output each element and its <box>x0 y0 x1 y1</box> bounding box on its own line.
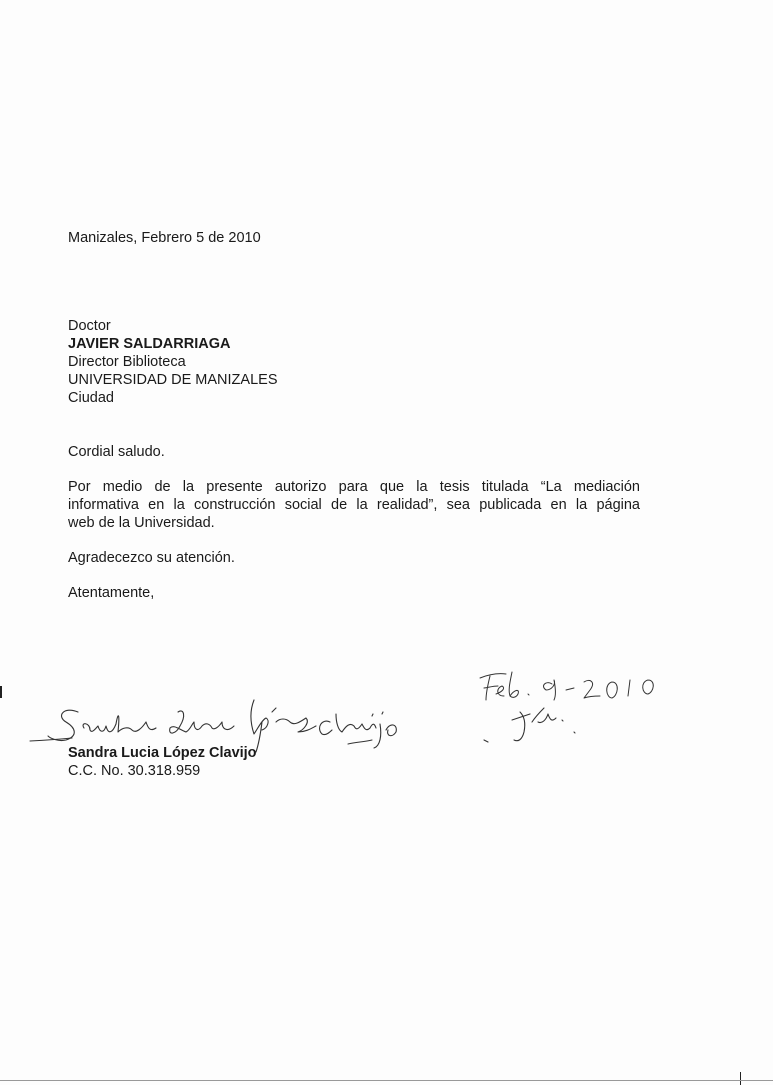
body-line: Por medio de la presente autorizo para que la tesis titulada “La mediación <box>68 479 640 495</box>
addressee-title: Doctor <box>68 318 111 334</box>
date-line: Manizales, Febrero 5 de 2010 <box>68 230 261 246</box>
addressee-position: Director Biblioteca <box>68 354 186 370</box>
greeting: Cordial saludo. <box>68 444 165 460</box>
body-line: informativa en la construcción social de la realidad”, sea publicada en la página <box>68 497 640 513</box>
addressee-city: Ciudad <box>68 390 114 406</box>
scan-edge-mark <box>0 686 2 698</box>
scan-edge-mark <box>0 1080 773 1081</box>
handwritten-initials <box>484 708 575 742</box>
signer-name: Sandra Lucia López Clavijo <box>68 745 257 761</box>
closing-line: Atentamente, <box>68 585 155 601</box>
addressee-institution: UNIVERSIDAD DE MANIZALES <box>68 372 278 388</box>
handwritten-received-date <box>480 672 653 700</box>
signer-id: C.C. No. 30.318.959 <box>68 763 201 779</box>
thanks-line: Agradecezco su atención. <box>68 550 235 566</box>
signer-block <box>68 744 257 780</box>
body-line: web de la Universidad. <box>68 515 215 531</box>
addressee-name: JAVIER SALDARRIAGA <box>68 336 231 352</box>
scan-edge-mark <box>740 1072 741 1085</box>
